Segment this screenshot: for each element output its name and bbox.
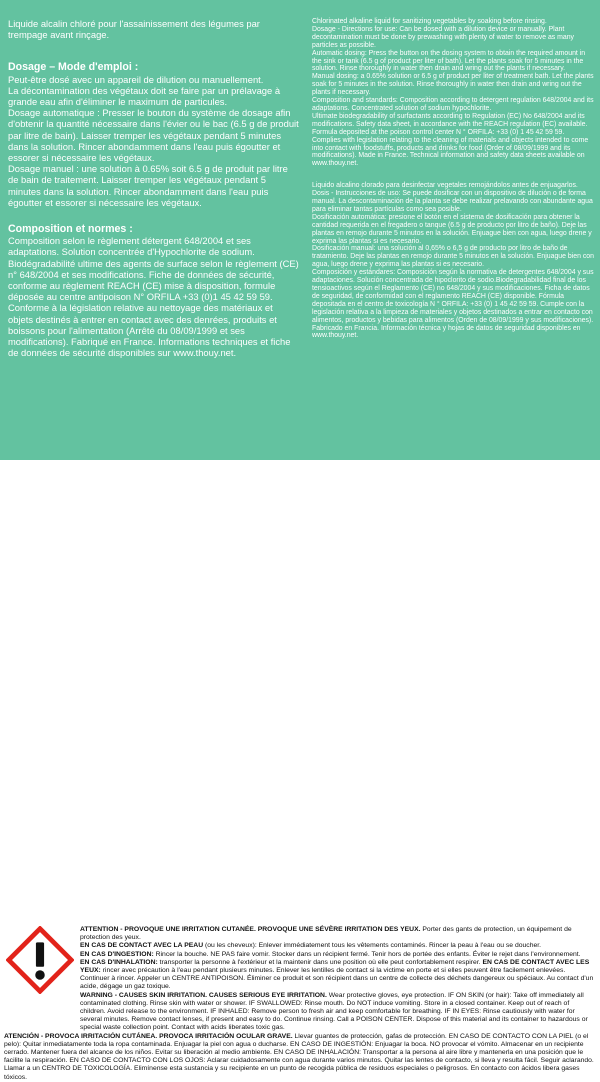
es-paragraph-4: Dosificación manual: una solución al 0,65% o 6,5 g de producto por litro de baño de tratamiento. Deje las plantas en remojo durante 5 minutos en la solución. Enjuague bien con agua, luego drene y exprima las plantas si es necesario. <box>312 245 594 269</box>
fr-paragraph-4: Dosage manuel : une solution à 0.65% soit 6.5 g de produit par litre de bain de traitement. Laisser tremper les végétaux pendant 5 minutes dans la solution. Rincer abondamment dans l'eau puis égoutter et essorer si nécessaire les végétaux. <box>8 163 288 208</box>
english-spanish-column <box>312 18 594 340</box>
en-paragraph-3: Automatic dosing: Press the button on the dosing system to obtain the required amount in the sink or tank (6.5 g of product per liter of bath). Let the plants soak for 5 minutes in the solution. Rinse thoroughly in water then drain and wring out the plants if necessary. <box>312 49 586 73</box>
fr-composition-title: Composition et normes : <box>8 223 133 236</box>
es-paragraph-3: Dosificación automática: presione el botón en el sistema de dosificación para obtener la cantidad requerida en el fregadero o tanque (6.5 g de producto por litro de baño). Deje las plantas en remojo durante 5 minutos en la solución. Enjuague bien con agua, luego drene y exprima las plantas si es necesario. <box>312 213 592 245</box>
warning-text <box>4 926 596 1082</box>
warning-fr-line-2: EN CAS DE CONTACT AVEC LA PEAU (ou les cheveux): Enlever immédiatement tous les vêtements contaminés. Rincer la peau à l'eau ou se doucher. <box>80 942 542 950</box>
warning-es: ATENCIÓN - PROVOCA IRRITACIÓN CUTÁNEA. PROVOCA IRRITACIÓN OCULAR GRAVE. Llevar guantes de protección, gafas de protección. EN CASO DE CONTACTO CON LA PIEL (o el pelo): Quitar inmediatamente toda la ropa contaminada. Enjuagar la piel con agua o ducharse. EN CASO DE INGESTIÓN: Enjuagar la boca. NO provocar el vómito. Almacenar en un recipiente cerrado. Mantener fuera del alcance de los niños. Evitar su liberación al medio ambiente. EN CASO DE INHALACIÓN: Transportar a la persona al aire libre y mantenerla en una posición que le facilite la respiración. EN CASO DE CONTACTO CON LOS OJOS: Aclarar cuidadosamente con agua durante varios minutos. Quitar las lentes de contacto, si lleva y resulta fácil. Seguir aclarando. Llamar a un CENTRO DE TOXICOLOGÍA. Elimínense esta sustancia y su recipiente en un punto de recogida pública de residuos especiales o peligrosos. En contacto con ácidos libera gases tóxicos. <box>4 1032 594 1081</box>
en-paragraph-4: Manual dosing: a 0.65% solution or 6.5 g of product per liter of treatment bath. Let the plants soak for 5 minutes in the solution. Rinse thoroughly in water then drain and wring out the plants if necessary. <box>312 73 594 97</box>
fr-intro: Liquide alcalin chloré pour l'assainissement des légumes par trempage avant rinçage. <box>8 18 260 41</box>
es-paragraph-1: Liquido alcalino clorado para desinfectar vegetales remojándolos antes de enjuagarlos. <box>312 182 578 190</box>
en-paragraph-5: Composition and standards: Composition according to detergent regulation 648/2004 and its adaptations. Concentrated solution of sodium hypochlorite. <box>312 97 594 112</box>
es-paragraph-6: Fabricado en Francia. Información técnica y hojas de datos de seguridad disponibles en www.thouy.net. <box>312 324 581 340</box>
es-paragraph-2: Dosis - Instrucciones de uso: Se puede dosificar con un dispositivo de dilución o de forma manual. La descontaminación de la planta se debe realizar prelavando con abundante agua para eliminar tantas partículas como sea posible. <box>312 190 593 213</box>
warning-fr-line-4: EN CAS D'INHALATION: transporter la personne à l'extérieur et la maintenir dans une position où elle peut confortablement respirer. EN CAS DE CONTACT AVEC LES YEUX: rincer avec précaution à l'eau pendant plusieurs minutes. Enlever les lentilles de contact si la victime en porte et si elles peuvent être facilement enlevées. Continuer à rincer. Appeler un CENTRE ANTIPOISON. Éliminer ce produit et son récipient dans un centre de collecte des déchets dangereux ou spéciaux. Au contact d'un acide, dégage un gaz toxique. <box>80 958 594 991</box>
es-paragraph-5: Composición y estándares: Composición según la normativa de detergentes 648/2004 y sus adaptaciones. Solución concentrada de hipoclorito de sodio.Biodegradabilidad final de los tensioactivos según el Reglamento (CE) no 648/2004 y sus modificaciones. Ficha de datos de seguridad, de conformidad con el reglamento REACH (CE) disponible. Fórmula depositada en el centro de toxicología N ° ORFILA: +33 (0) 1 45 42 59 59. Cumple con la legislación relativa a la limpieza de materiales y objetos destinados a entrar en contacto con alimentos, productos y bebidas para alimentos (Orden de 08/09/1999 y sus modificaciones). <box>312 269 594 324</box>
fr-paragraph-5: Composition selon le règlement détergent 648/2004 et ses adaptations. Solution concentrée d'Hypochlorite de sodium. Biodégradabilité ultime des agents de surface selon le règlement (CE) n° 648/2004 et ses modifications. Fiche de données de sécurité, conforme au règlement REACH (CE) mise à disposition, formule déposée au centre antipoison N° ORFILA +33 (0)1 45 42 59 59. Conforme à la législation relative au nettoyage des matériaux et objets destinés à entrer en contact avec des denrées, produits et boissons pour l'alimentation (Arrêté du 08/09/1999 et ses modifications). Fabriqué en France. Informations techniques et fiche de données de sécurité disponibles sur www.thouy.net. <box>8 235 299 359</box>
fr-paragraph-1: Peut-être dosé avec un appareil de dilution ou manuellement. <box>8 73 264 85</box>
en-paragraph-6: Ultimate biodegradability of surfactants according to Regulation (EC) No 648/2004 and its modifications. Safety data sheet, in accordance with the REACH regulation (EC) available. Formula deposited at the poison control center N ° ORFILA: +33 (0) 1 45 42 59 59. Complies with legislation relating to the cleaning of materials and objects intended to come into contact with foodstuffs, products and drinks for food (Order of 08/09/1999 and its modifications). Made in France. Technical information and safety data sheets available on www.thouy.net. <box>312 112 589 168</box>
warning-en: WARNING - CAUSES SKIN IRRITATION. CAUSES SERIOUS EYE IRRITATION. Wear protective gloves, eye protection. IF ON SKIN (or hair): Take off immediately all contaminated clothing. Rinse skin with water or shower. IF SWALLOWED: Rinse mouth. Do NOT induce vomiting. Store in a closed container. Keep out of reach of children. Avoid release to the environment. IF INHALED: Remove person to fresh air and keep comfortable for breathing. IF IN EYES: Rinse cautiously with water for several minutes. Remove contact lenses, if present and easy to do. Continue rinsing. Call a POISON CENTER. Dispose of this material and its container to hazardous or special waste collection point. Contact with acids liberates toxic gas. <box>80 991 588 1032</box>
warning-fr-line-1: ATTENTION - PROVOQUE UNE IRRITATION CUTANÉE. PROVOQUE UNE SÉVÈRE IRRITATION DES YEUX. Porter des gants de protection, un équipement de protection des yeux. <box>80 926 572 942</box>
warning-fr-line-3: EN CAS D'INGESTION: Rincer la bouche. NE PAS faire vomir. Stocker dans un récipient fermé. Tenir hors de portée des enfants. Éviter le rejet dans l'environnement. <box>80 950 581 958</box>
green-panel <box>0 0 600 460</box>
fr-paragraph-3: Dosage automatique : Presser le bouton du système de dosage afin d'obtenir la quantité nécessaire dans l'évier ou le bac (6.5 g de produit par litre de bain). Laisser tremper les végétaux pendant 5 minutes dans la solution. Rincer abondamment dans l'eau puis égoutter et essorer si nécessaire les végétaux. <box>8 107 299 164</box>
fr-dosage-title: Dosage – Mode d'emploi : <box>8 61 139 74</box>
en-paragraph-1: Chlorinated alkaline liquid for sanitizing vegetables by soaking before rinsing. <box>312 18 547 25</box>
en-paragraph-2: Dosage - Directions for use: Can be dosed with a dilution device or manually. Plant decontamination must be done by prewashing with plenty of water to remove as many particles as possible. <box>312 25 574 49</box>
french-column <box>8 18 300 358</box>
warning-panel <box>0 462 600 1081</box>
fr-paragraph-2: La décontamination des végétaux doit se faire par un prélavage à grande eau afin d'éliminer le maximum de particules. <box>8 84 281 108</box>
